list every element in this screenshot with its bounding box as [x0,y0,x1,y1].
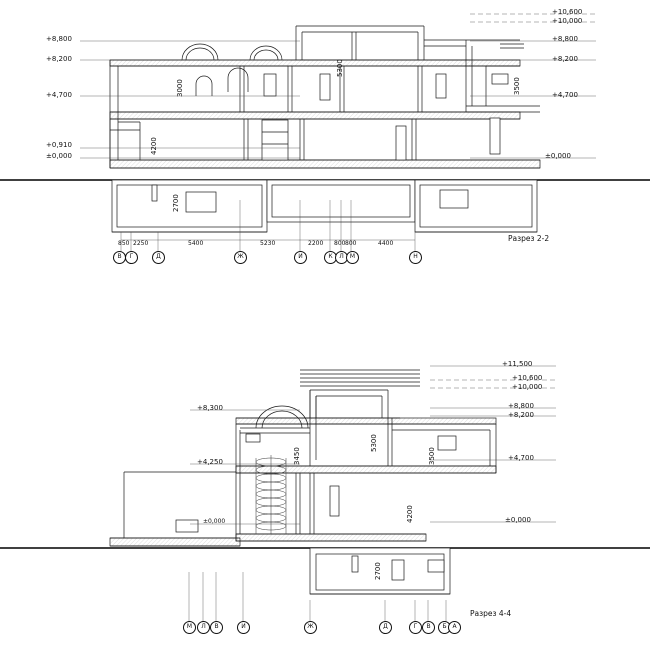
dimension-2200: 2200 [308,240,324,247]
level-label-right-10600-s44: +10,600 [512,374,543,382]
room-height-2700: 2700 [172,194,180,212]
level-label-left-8800: +8,800 [46,35,72,43]
dimension-2250: 2250 [133,240,149,247]
room-height-3000: 3000 [176,79,184,97]
level-label-right-8800: +8,800 [552,35,578,43]
axis-bubble-v2-s44: В [422,621,435,634]
dimension-800-b: 800 [345,240,357,247]
level-label-left-0910: +0,910 [46,141,72,149]
level-label-right-8800-s44: +8,800 [508,402,534,410]
axis-bubble-v-s44: В [210,621,223,634]
level-label-right-4700: +4,700 [552,91,578,99]
level-label-right-4700-s44: +4,700 [508,454,534,462]
room-height-2700-s44: 2700 [374,562,382,580]
axis-bubble-v: В [113,251,126,264]
level-label-left-0000-s44: ±0,000 [203,518,226,525]
axis-bubble-g: Г [125,251,138,264]
axis-bubble-g-s44: Г [409,621,422,634]
room-height-3500-s44: 3500 [428,447,436,465]
axis-bubble-a-s44: А [448,621,461,634]
section-2-2-title: Разрез 2-2 [508,234,550,243]
level-label-right-11500: +11,500 [502,360,533,368]
axis-bubble-b-s44: Б [438,621,451,634]
axis-bubble-zh: Ж [234,251,247,264]
axis-bubble-d-s44: Д [379,621,392,634]
room-height-3500: 3500 [513,77,521,95]
axis-bubble-k: К [324,251,337,264]
level-label-right-10600: +10,600 [552,8,583,16]
axis-bubble-zh-s44: Ж [304,621,317,634]
dimension-800-a: 800 [334,240,346,247]
axis-bubble-l: Л [335,251,348,264]
dimension-5400: 5400 [188,240,204,247]
room-height-3450: 3450 [293,447,301,465]
level-label-left-0000: ±0,000 [46,152,72,160]
level-label-right-10000: +10,000 [552,17,583,25]
level-label-right-0000-s44: ±0,000 [505,516,531,524]
section-4-4-geometry [0,370,650,594]
axis-bubble-i: И [294,251,307,264]
level-label-right-10000-s44: +10,000 [512,383,543,391]
axis-bubble-n: Н [409,251,422,264]
level-label-left-4250: +4,250 [197,458,223,466]
axis-bubble-m-s44: М [183,621,196,634]
level-label-right-0000: ±0,000 [545,152,571,160]
section-4-4-title: Разрез 4-4 [470,609,512,618]
axis-bubble-i-s44: И [237,621,250,634]
level-label-left-4700: +4,700 [46,91,72,99]
room-height-5300-s44: 5300 [370,434,378,452]
axis-bubble-m: М [346,251,359,264]
dimension-4400: 4400 [378,240,394,247]
axis-bubble-l-s44: Л [197,621,210,634]
level-label-right-8200: +8,200 [552,55,578,63]
level-label-left-8300: +8,300 [197,404,223,412]
room-height-4200-s44: 4200 [406,505,414,523]
room-height-5300: 5300 [336,59,344,77]
level-label-right-8200-s44: +8,200 [508,411,534,419]
dimension-850: 850 [118,240,130,247]
room-height-4200: 4200 [150,137,158,155]
dimension-5230: 5230 [260,240,276,247]
level-label-left-8200: +8,200 [46,55,72,63]
axis-bubble-d: Д [152,251,165,264]
